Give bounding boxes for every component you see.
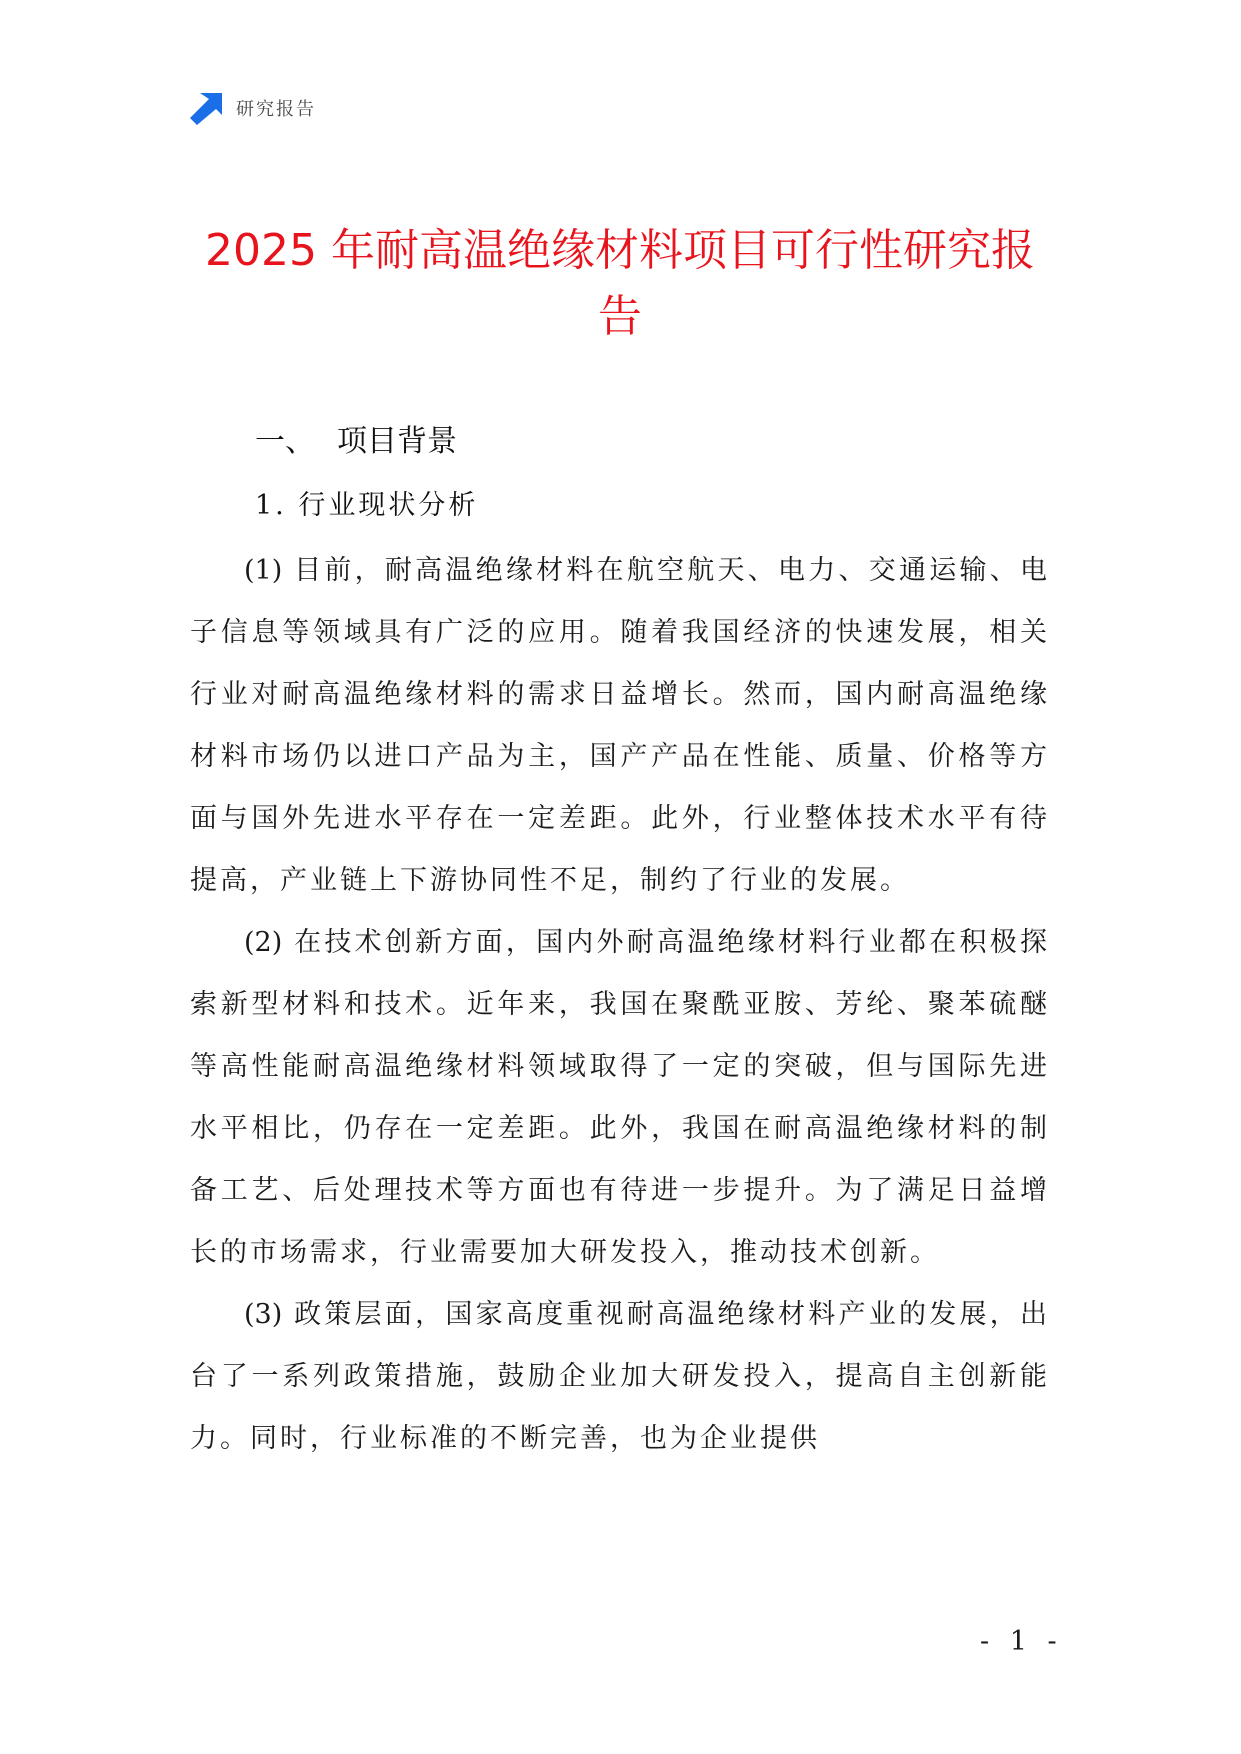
- paragraph: [190, 912, 1050, 1284]
- paragraph-text: 目前，耐高温绝缘材料在航空航天、电力、交通运输、电子信息等领域具有广泛的应用。随着我国经济的快速发展，相关行业对耐高温绝缘材料的需求日益增长。然而，国内耐高温绝缘材料市场仍以进口产品为主，国产产品在性能、质量、价格等方面与国外先进水平存在一定差距。此外，行业整体技术水平有待提高，产业链上下游协同性不足，制约了行业的发展。: [190, 555, 1051, 896]
- subsection-heading: 1. 行业现状分析: [255, 490, 479, 521]
- paragraph-text: 政策层面，国家高度重视耐高温绝缘材料产业的发展，出台了一系列政策措施，鼓励企业加大研发投入，提高自主创新能力。同时，行业标准的不断完善，也为企业提供: [190, 1299, 1051, 1454]
- title-line-2: 告: [598, 291, 642, 342]
- section-number: 一、: [255, 424, 315, 459]
- body-content: [190, 540, 1050, 1470]
- document-title: [190, 218, 1050, 350]
- paragraph-marker: (2): [244, 927, 283, 958]
- header-label: 研究报告: [236, 99, 316, 120]
- paragraph: [190, 540, 1050, 912]
- paragraph-marker: (3): [244, 1299, 283, 1330]
- paragraph: [190, 1284, 1050, 1470]
- title-line-1: 2025 年耐高温绝缘材料项目可行性研究报: [205, 225, 1035, 276]
- paragraph-marker: (1): [244, 555, 283, 586]
- page-number: - 1 -: [980, 1626, 1063, 1657]
- report-header: [190, 88, 316, 128]
- section-title: 项目背景: [337, 424, 457, 459]
- paragraph-text: 在技术创新方面，国内外耐高温绝缘材料行业都在积极探索新型材料和技术。近年来，我国在聚酰亚胺、芳纶、聚苯硫醚等高性能耐高温绝缘材料领域取得了一定的突破，但与国际先进水平相比，仍存在一定差距。此外，我国在耐高温绝缘材料的制备工艺、后处理技术等方面也有待进一步提升。为了满足日益增长的市场需求，行业需要加大研发投入，推动技术创新。: [190, 927, 1051, 1268]
- section-heading: [255, 416, 457, 460]
- arrow-up-right-icon: [190, 91, 224, 125]
